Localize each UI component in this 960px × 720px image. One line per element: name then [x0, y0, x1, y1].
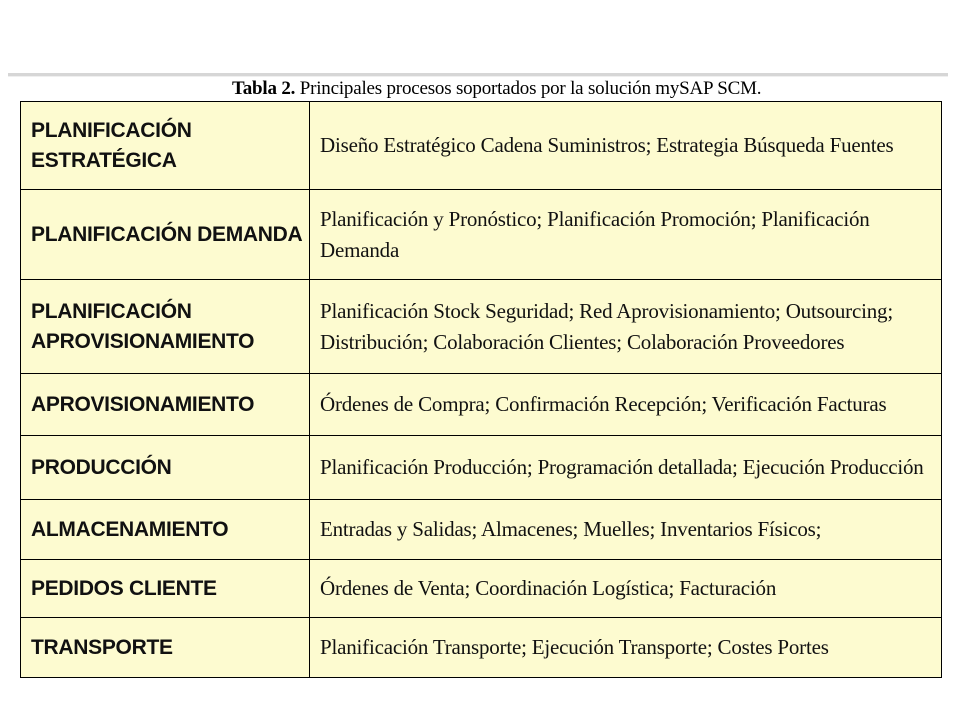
- processes-cell: Órdenes de Compra; Confirmación Recepción; Verificación Facturas: [310, 374, 942, 436]
- table-row: [21, 102, 942, 190]
- table-row: [21, 500, 942, 560]
- caption-text: Principales procesos soportados por la solución mySAP SCM.: [295, 78, 762, 99]
- processes-cell: Planificación Stock Seguridad; Red Aprovisionamiento; Outsourcing; Distribución; Colaboración Clientes; Colaboración Proveedores: [310, 280, 942, 374]
- table-row: [21, 436, 942, 500]
- category-cell: ALMACENAMIENTO: [21, 500, 310, 560]
- table-row: [21, 618, 942, 678]
- processes-cell: Entradas y Salidas; Almacenes; Muelles; Inventarios Físicos;: [310, 500, 942, 560]
- category-cell: PEDIDOS CLIENTE: [21, 560, 310, 618]
- processes-cell: Planificación Producción; Programación detallada; Ejecución Producción: [310, 436, 942, 500]
- processes-cell: Planificación y Pronóstico; Planificación Promoción; Planificación Demanda: [310, 190, 942, 280]
- table-row: [21, 190, 942, 280]
- table-row: [21, 374, 942, 436]
- category-cell: PLANIFICACIÓN APROVISIONAMIENTO: [21, 280, 310, 374]
- processes-table-container: [20, 101, 942, 678]
- category-cell: PLANIFICACIÓN DEMANDA: [21, 190, 310, 280]
- processes-cell: Planificación Transporte; Ejecución Transporte; Costes Portes: [310, 618, 942, 678]
- category-cell: TRANSPORTE: [21, 618, 310, 678]
- processes-table: [20, 101, 942, 678]
- table-row: [21, 560, 942, 618]
- category-cell: PRODUCCIÓN: [21, 436, 310, 500]
- caption-label: Tabla 2.: [232, 78, 296, 99]
- category-cell: PLANIFICACIÓN ESTRATÉGICA: [21, 102, 310, 190]
- processes-cell: Órdenes de Venta; Coordinación Logística; Facturación: [310, 560, 942, 618]
- table-caption: [232, 78, 761, 100]
- table-row: [21, 280, 942, 374]
- processes-cell: Diseño Estratégico Cadena Suministros; Estrategia Búsqueda Fuentes: [310, 102, 942, 190]
- top-divider: [8, 73, 948, 77]
- category-cell: APROVISIONAMIENTO: [21, 374, 310, 436]
